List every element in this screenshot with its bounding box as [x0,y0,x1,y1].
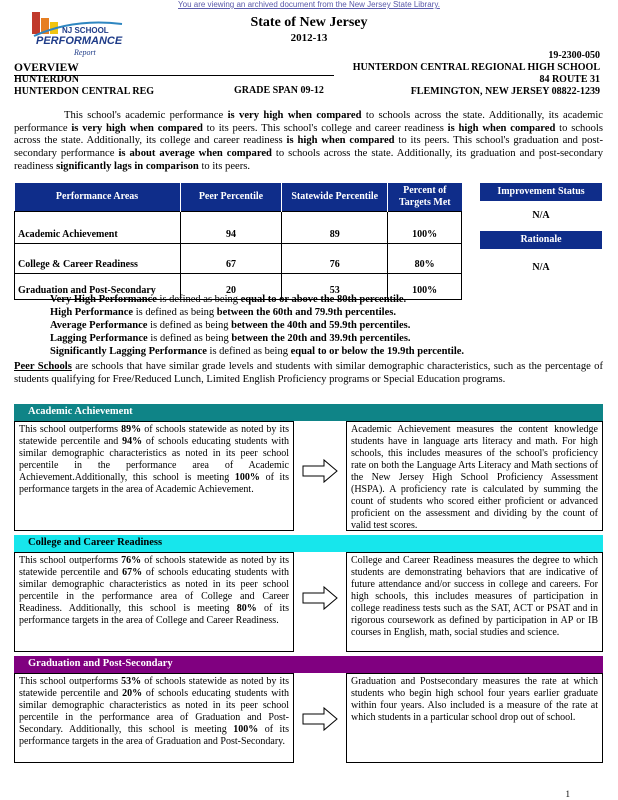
address-line1: 84 ROUTE 31 [539,74,600,85]
page-number: 1 [565,789,570,799]
academic-right-box: Academic Achievement measures the content knowledge students have in language arts literacy and math. For high schools, this includes measures of the school's proficiency rate on both the Language Arts Literacy and Math sections of the New Jersey High School Proficiency Assessment (HSPA). A proficiency rate is calculated by summing the count of students who scored either proficient or advanced proficient on the assessment and dividing by the count of valid test scores. [346,421,603,531]
targets-cell: 100% [388,274,462,300]
targets-cell: 100% [388,212,462,244]
right-arrow-icon [302,458,338,484]
performance-table [14,183,462,300]
statewide-cell: 53 [282,274,388,300]
page-title: State of New Jersey [250,15,368,30]
rationale-value: N/A [532,262,550,273]
header-performance-areas: Performance Areas [15,183,181,212]
right-arrow-icon [302,585,338,611]
area-cell: Academic Achievement [15,212,181,244]
peer-schools-paragraph: Peer Schools are schools that have similar grade levels and students with similar demographic characteristics, such as the percentage of students qualifying for Free/Reduced Lunch, Limited English Proficiency programs or Special Education programs. [14,361,603,385]
area-cell: Graduation and Post-Secondary [15,274,181,300]
peer-cell: 20 [180,274,282,300]
area-cell: College & Career Readiness [15,244,181,274]
header-targets-met: Percent of Targets Met [388,183,462,212]
report-year: 2012-13 [290,32,328,44]
logo-line2: PERFORMANCE [36,35,123,47]
peer-cell: 67 [180,244,282,274]
definition-significantly-lagging: Significantly Lagging Performance is defined as being equal to or below the 19.9th percentile. [50,346,465,357]
statewide-cell: 76 [282,244,388,274]
definition-average: Average Performance is defined as being between the 40th and 59.9th percentiles. [50,320,411,331]
section-bar-college: College and Career Readiness [14,535,603,552]
grade-span: GRADE SPAN 09-12 [234,85,324,96]
summary-paragraph: This school's academic performance is very high when compared to schools across the state. Additionally, its academic performance is very high when compared to its peers. This school's college and career readiness is high when compared to schools across the state. Additionally, its college and career readiness is high when compared to its peers. This school's graduation and post-secondary performance is about average when compared to schools across the state. Additionally, its graduation and post-secondary readiness significantly lags in comparison to its peers. [14,110,603,172]
statewide-cell: 89 [282,212,388,244]
graduation-left-box: This school outperforms 53% of schools statewide as noted by its statewide percentile and 20% of schools educating students with similar demographic characteristics as noted in its peer school percentile in the performance area of Graduation and Post-Secondary. Additionally, this school is meeting 100% of its performance targets in the area of Graduation and Post-Secondary. [14,673,294,763]
definition-high: High Performance is defined as being between the 60th and 79.9th percentiles. [50,307,396,318]
college-right-box: College and Career Readiness measures the degree to which students are demonstrating behaviors that are indicative of future attendance and/or success in college and careers. For high schools, this includes measures of participation in college readiness tests such as the SAT, ACT or PSAT and in rigorous coursework as defined by participation in AP or IB courses in English, math, social studies and science. [346,552,603,652]
college-left-box: This school outperforms 76% of schools statewide as noted by its statewide percentile and 67% of schools educating students with similar demographic characteristics as noted in its peer school percentile in the performance area of College and Career Readiness. Additionally, this school is meeting 80% of its performance targets in the area of College and Career Readiness. [14,552,294,652]
graduation-right-box: Graduation and Postsecondary measures the rate at which students who begin high school four years earlier graduate within four years. Also included is a measure of the rate at which students in a particular school drop out of school. [346,673,603,763]
rationale-header: Rationale [480,231,602,249]
section-bar-graduation: Graduation and Post-Secondary [14,656,603,673]
archive-notice-link[interactable]: You are viewing an archived document from the New Jersey State Library. [178,0,440,9]
header-peer-percentile: Peer Percentile [180,183,282,212]
peer-cell: 94 [180,212,282,244]
district-name: HUNTERDON CENTRAL REG [14,86,155,97]
table-row [15,244,462,274]
improvement-status-value: N/A [532,210,550,221]
right-arrow-icon [302,706,338,732]
logo-line1: NJ SCHOOL [62,26,109,35]
targets-cell: 80% [388,244,462,274]
section-bar-academic: Academic Achievement [14,404,603,421]
header-statewide-percentile: Statewide Percentile [282,183,388,212]
definition-lagging: Lagging Performance is defined as being between the 20th and 39.9th percentiles. [50,333,411,344]
improvement-status-header: Improvement Status [480,183,602,201]
school-name: HUNTERDON CENTRAL REGIONAL HIGH SCHOOL [352,62,600,73]
overview-heading: OVERVIEW [14,61,334,76]
academic-left-box: This school outperforms 89% of schools statewide as noted by its statewide percentile and 94% of schools educating students with similar demographic characteristics as noted in its peer school percentile in the performance area of Academic Achievement.Additionally, this school is meeting 100% of its performance targets in the area of Academic Achievement. [14,421,294,531]
county-name: HUNTERDON [14,74,80,85]
logo-line3: Report [74,48,96,57]
definition-very-high: Very High Performance is defined as being equal to or above the 80th percentile. [50,294,407,305]
school-code: 19-2300-050 [548,50,600,61]
address-line2: FLEMINGTON, NEW JERSEY 08822-1239 [410,86,600,97]
table-row [15,212,462,244]
